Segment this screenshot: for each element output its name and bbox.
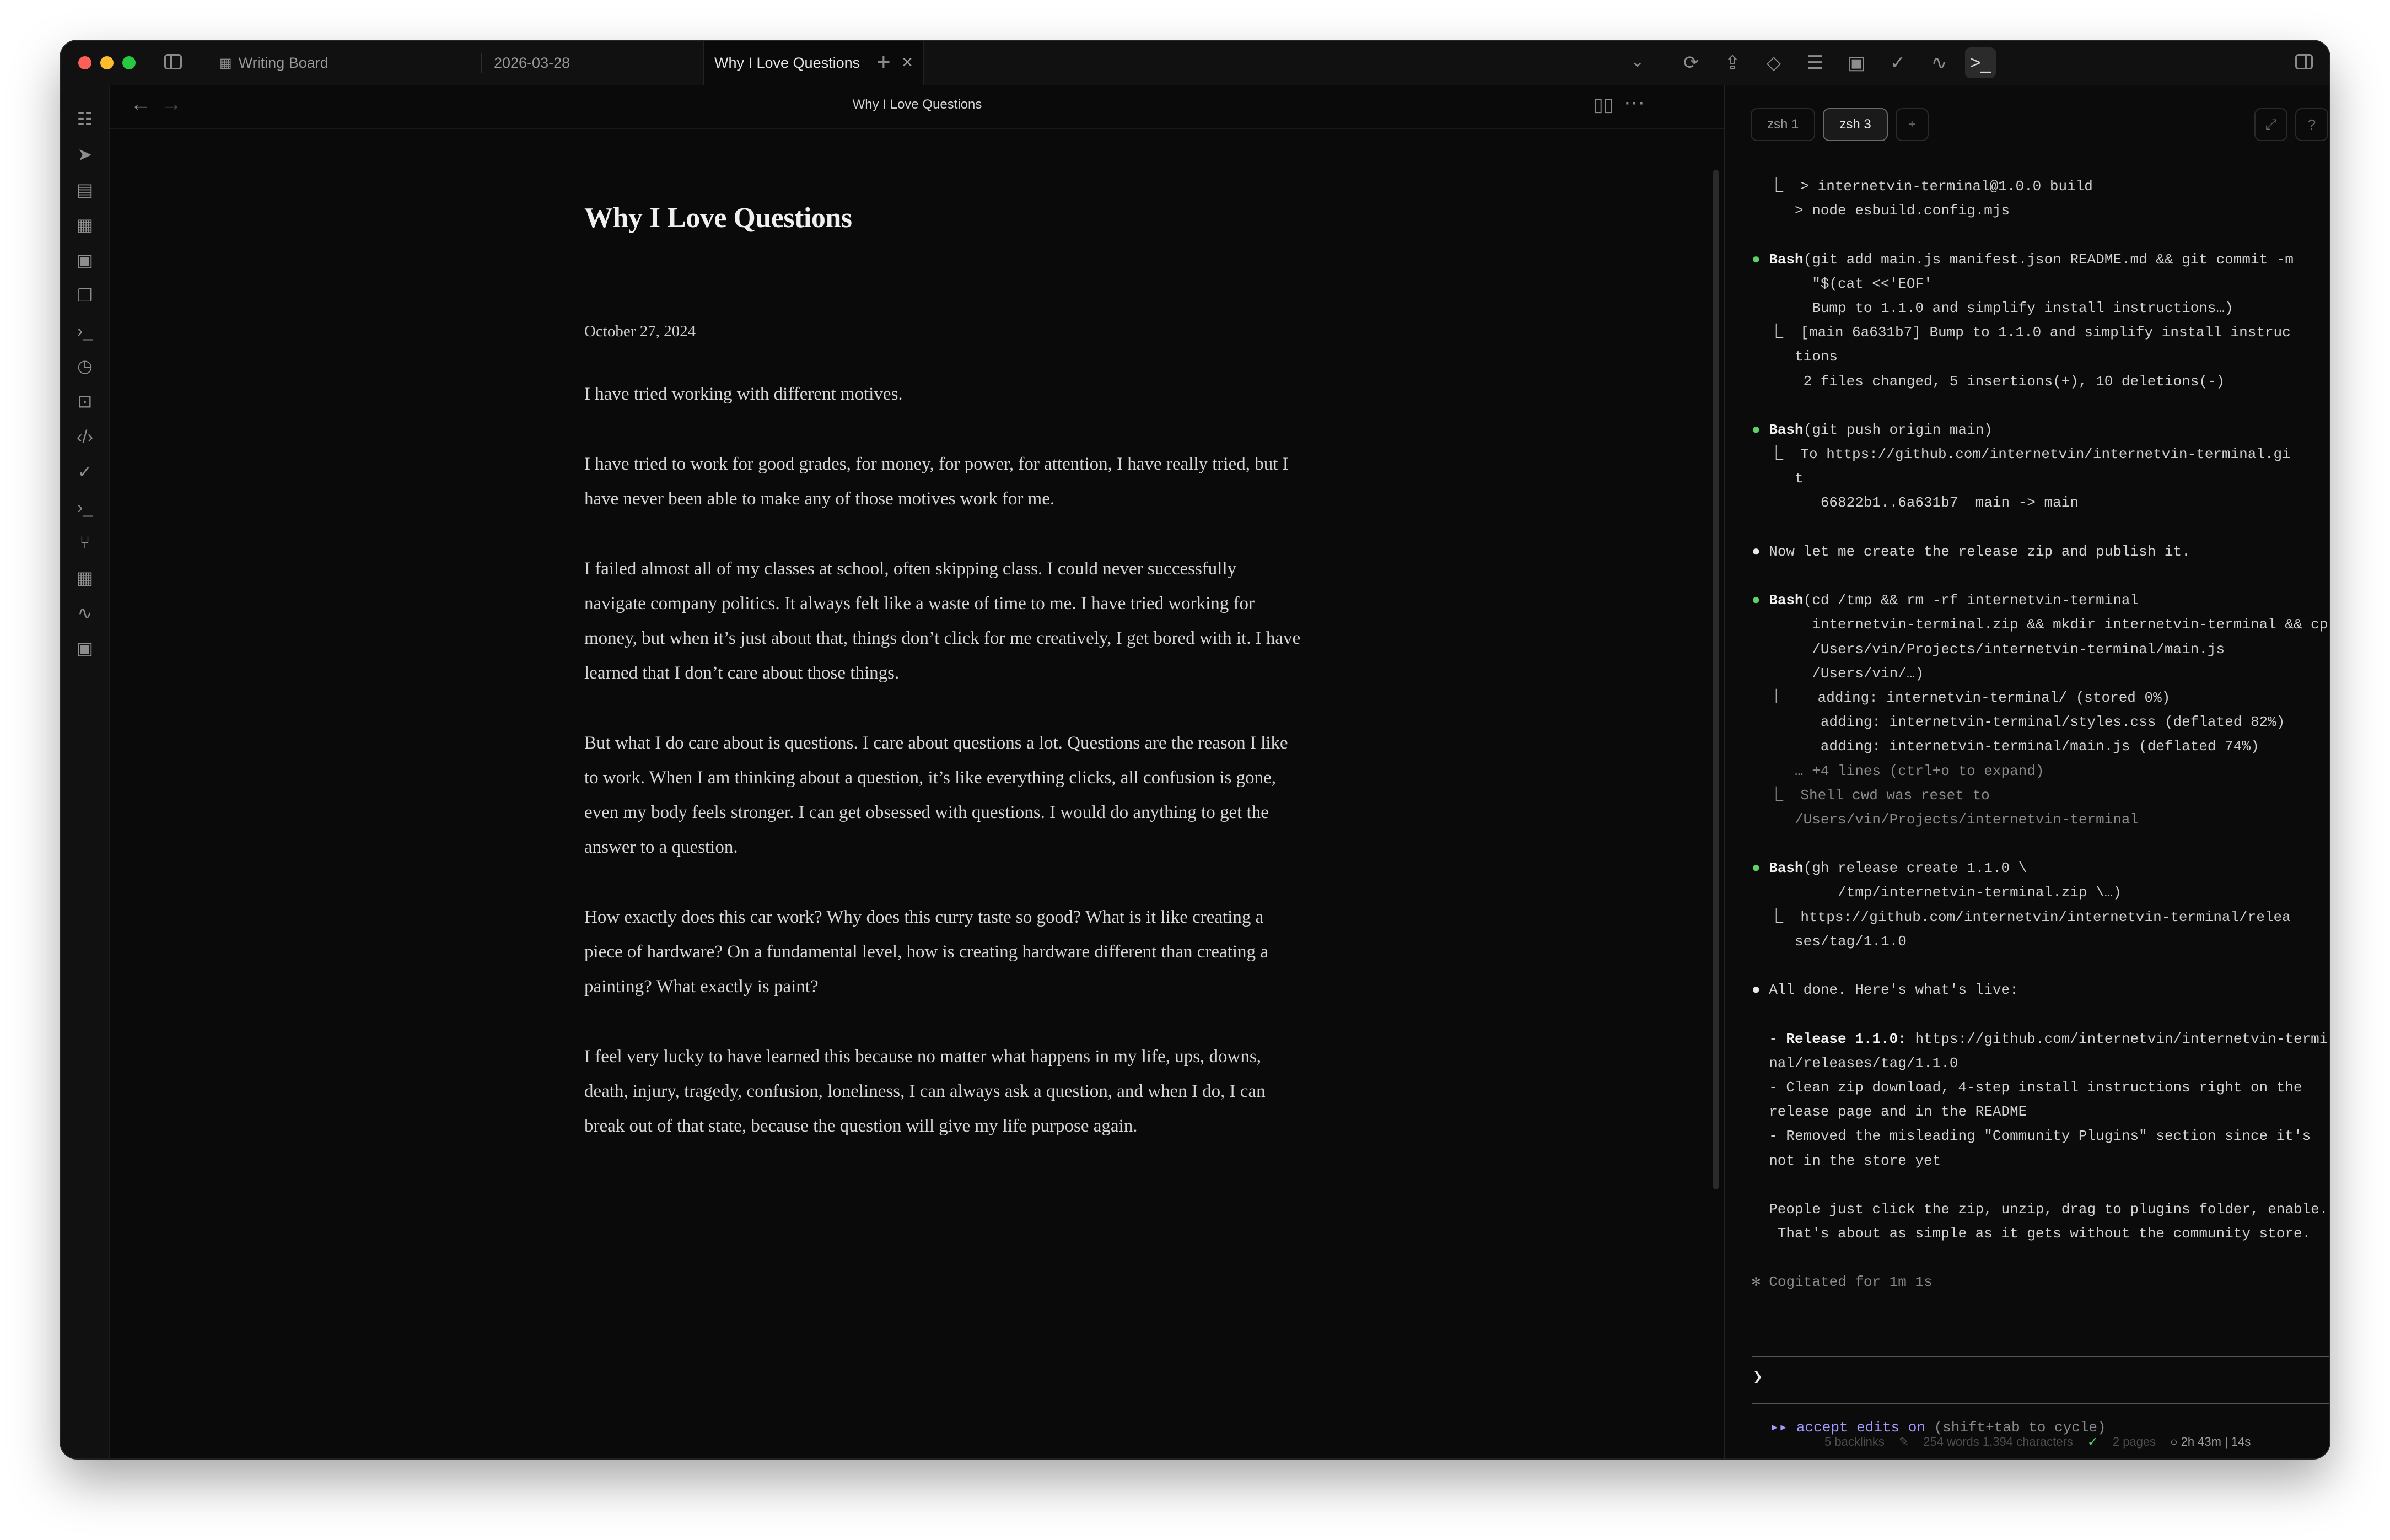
terminal-tabs — [1751, 108, 1936, 143]
terminal-line: ses/tag/1.1.0 — [1752, 933, 1907, 950]
terminal-line: /tmp/internetvin-terminal.zip \…) — [1752, 884, 2122, 901]
terminal-line: > node esbuild.config.mjs — [1752, 202, 2010, 219]
terminal-line: t — [1752, 470, 1804, 487]
terminal-line: nal/releases/tag/1.1.0 — [1752, 1054, 1958, 1071]
terminal-line: adding: internetvin-terminal/main.js (deflated 74%) — [1752, 738, 2259, 755]
paragraph: How exactly does this car work? Why does this curry taste so good? What is it like creating a piece of hardware? On a fundamental level, how is creating hardware different than creating a painting? What exactly is paint? — [584, 907, 1268, 997]
help-button[interactable]: ? — [2295, 108, 2328, 141]
terminal-line: ● Bash(gh release create 1.1.0 \ — [1752, 860, 2027, 877]
terminal-line: ⎿ To https://github.com/internetvin/internetvin-terminal.gi — [1752, 446, 2291, 463]
timer-value: 2h 43m | 14s — [2181, 1435, 2251, 1449]
image-icon[interactable]: ⊡ — [77, 391, 93, 411]
terminal-output[interactable] — [1752, 174, 2328, 1295]
view-title[interactable]: Why I Love Questions — [852, 97, 982, 112]
check-circle-icon[interactable]: ✓ — [1890, 52, 1906, 73]
terminal-pane — [1725, 85, 2329, 1458]
prompt-border-top — [1752, 1356, 2329, 1357]
editor-scrollbar[interactable] — [1713, 170, 1719, 1189]
terminal-line: /Users/vin/Projects/internetvin-terminal — [1752, 811, 2139, 828]
terminal-icon[interactable]: ›_ — [77, 497, 93, 517]
terminal-line: not in the store yet — [1752, 1152, 1941, 1169]
terminal-line: release page and in the README — [1752, 1103, 2027, 1121]
terminal-line: internetvin-terminal.zip && mkdir internetvin-terminal && cp — [1752, 616, 2328, 633]
terminal-line: ● Bash(git push origin main) — [1752, 421, 1993, 438]
terminal-tab-zsh-3[interactable]: zsh 3 — [1823, 108, 1887, 141]
terminal-line: /Users/vin/Projects/internetvin-terminal/main.js — [1752, 640, 2225, 658]
paragraph: I failed almost all of my classes at school, often skipping class. I could never successfully navigate company politics. It always felt like a waste of time to me. I have tried working for money, but when it’s just about that, things don’t click for me creatively, I get bored with it. I have learned that I don’t care about those things. — [584, 559, 1301, 683]
grid-icon[interactable]: ▦ — [76, 215, 94, 235]
sync-icon[interactable]: ⟳ — [1683, 52, 1699, 73]
terminal-line: - Removed the misleading "Community Plugins" section since it's — [1752, 1128, 2311, 1145]
forward-arrow-icon[interactable]: → — [161, 93, 182, 116]
app-window — [61, 41, 2329, 1458]
tab-why-i-love-questions[interactable] — [703, 41, 924, 85]
more-options-icon[interactable]: ⋯ — [1624, 91, 1645, 115]
terminal-tab-zsh-1[interactable]: zsh 1 — [1751, 108, 1815, 141]
terminal-line — [1752, 954, 2319, 978]
grid-icon: ▦ — [219, 55, 232, 71]
calendar-icon[interactable]: ▣ — [1847, 52, 1866, 73]
terminal-line: ● Bash(cd /tmp && rm -rf internetvin-terminal — [1752, 592, 2139, 609]
activity-icon[interactable]: ∿ — [77, 603, 93, 623]
paragraph: I feel very lucky to have learned this because no matter what happens in my life, ups, downs, death, injury, tragedy, confusion, loneliness, I can always ask a question, and when I do, I can break out of that state, because the question will give my life purpose again. — [584, 1047, 1266, 1136]
sync-status-icon[interactable]: ✓ — [2087, 1434, 2098, 1450]
page-count: 2 pages — [2112, 1435, 2156, 1449]
tab-label: Writing Board — [238, 54, 329, 71]
terminal-line: ● Now let me create the release zip and publish it. — [1752, 543, 2190, 560]
terminal-line — [1752, 515, 2319, 540]
terminal-line — [1752, 1173, 2319, 1197]
terminal-line: - Release 1.1.0: https://github.com/internetvin/internetvin-termi — [1752, 1030, 2328, 1047]
terminal-line — [1752, 394, 2319, 418]
calendar-icon[interactable]: ▣ — [76, 250, 94, 270]
expand-icon[interactable]: ⤢ — [2254, 108, 2287, 141]
code-icon[interactable]: ‹/› — [76, 426, 94, 446]
terminal-line: ⎿ [main 6a631b7] Bump to 1.1.0 and simplify install instruc — [1752, 324, 2291, 341]
check-circle-icon[interactable]: ✓ — [77, 462, 93, 482]
pencil-icon[interactable]: ✎ — [1898, 1435, 1909, 1449]
tag-icon[interactable]: ◇ — [1766, 52, 1781, 73]
close-window-button[interactable] — [78, 56, 91, 69]
grid-icon[interactable]: ▦ — [76, 568, 94, 588]
terminal-line — [1752, 564, 2319, 588]
document[interactable] — [584, 202, 1301, 1144]
paragraph: I have tried working with different motives. — [584, 384, 903, 404]
tab-separator — [481, 53, 482, 73]
terminal-line: - Clean zip download, 4-step install instructions right on the — [1752, 1079, 2302, 1096]
title-bar — [61, 41, 2329, 86]
publish-icon[interactable]: ⇪ — [1724, 52, 1741, 73]
list-icon[interactable]: ☰ — [1806, 52, 1824, 73]
terminal-line: adding: internetvin-terminal/styles.css (deflated 82%) — [1752, 714, 2285, 731]
terminal-line: Bump to 1.1.0 and simplify install instructions…) — [1752, 299, 2233, 316]
minimize-window-button[interactable] — [100, 56, 114, 69]
tab-writing-board[interactable] — [209, 41, 474, 85]
terminal-line: 2 files changed, 5 insertions(+), 10 deletions(-) — [1752, 373, 2225, 390]
editor-header — [110, 85, 1724, 129]
left-ribbon — [61, 85, 110, 1458]
back-arrow-icon[interactable]: ← — [130, 93, 151, 116]
activity-icon[interactable]: ∿ — [1931, 52, 1947, 73]
document-date: October 27, 2024 — [584, 322, 696, 340]
accept-edits-arrows: ▸▸ — [1770, 1419, 1788, 1436]
terminal-icon[interactable]: >_ — [1965, 47, 1996, 78]
terminal-line: ⎿ Shell cwd was reset to — [1752, 787, 1990, 804]
tab-list-chevron-icon[interactable]: ⌄ — [1630, 52, 1645, 71]
tab-daily-note[interactable] — [483, 41, 703, 85]
terminal-line: … +4 lines (ctrl+o to expand) — [1752, 762, 2044, 779]
terminal-line — [1752, 1246, 2319, 1270]
terminal-line — [1752, 223, 2319, 247]
paragraph: I have tried to work for good grades, for money, for power, for attention, I have really tried, but I have never been able to make any of those motives work for me. — [584, 454, 1289, 509]
tab-label: Why I Love Questions — [714, 54, 860, 71]
send-icon[interactable]: ➤ — [77, 144, 93, 164]
dashboard-icon[interactable]: ☷ — [77, 109, 93, 129]
new-tab-button[interactable]: + — [876, 49, 891, 76]
terminal-icon[interactable]: ›_ — [77, 320, 93, 341]
paragraph: But what I do care about is questions. I care about questions a lot. Questions are the reason I like to work. When I am thinking about a question, it’s like everything clicks, all confusion is gone, even my body feels stronger. I can get obsessed with questions. I would do anything to get the answer to a question. — [584, 733, 1288, 857]
git-branch-icon[interactable]: ⑂ — [79, 532, 90, 552]
terminal-line: That's about as simple as it gets without the community store. — [1752, 1225, 2311, 1242]
terminal-line: /Users/vin/…) — [1752, 665, 1924, 682]
prompt-border-bottom — [1752, 1403, 2329, 1404]
copy-icon[interactable]: ❐ — [77, 286, 93, 305]
new-terminal-button[interactable]: + — [1896, 108, 1929, 141]
left-sidebar-toggle-icon[interactable] — [164, 54, 182, 69]
terminal-line: ⎿ > internetvin-terminal@1.0.0 build — [1752, 178, 2093, 195]
document-title: Why I Love Questions — [584, 202, 852, 234]
terminal-line: tions — [1752, 348, 1838, 365]
backlinks-count[interactable]: 5 backlinks — [1824, 1435, 1885, 1449]
terminal-line: ● Bash(git add main.js manifest.json README.md && git commit -m — [1752, 251, 2294, 268]
status-bar — [1824, 1430, 2279, 1454]
timer-icon[interactable]: ◷ — [77, 356, 93, 376]
terminal-line: ⎿ https://github.com/internetvin/internetvin-terminal/relea — [1752, 908, 2291, 925]
reading-mode-icon[interactable]: ▯▯ — [1593, 94, 1614, 115]
accept-edits-hint: (shift+tab to cycle) — [1934, 1419, 2106, 1436]
maximize-window-button[interactable] — [122, 56, 136, 69]
calendar-plus-icon[interactable]: ▣ — [76, 638, 94, 658]
terminal-line: ● All done. Here's what's live: — [1752, 982, 2018, 999]
tab-label: 2026-03-28 — [494, 54, 570, 71]
prompt-input[interactable]: ❯ — [1753, 1369, 1763, 1387]
close-tab-icon[interactable]: × — [902, 52, 913, 73]
terminal-line — [1752, 1002, 2319, 1026]
right-toolbar — [1676, 41, 2006, 85]
terminal-line: People just click the zip, unzip, drag to plugins folder, enable. — [1752, 1200, 2328, 1218]
terminal-line: 66822b1..6a631b7 main -> main — [1752, 494, 2079, 511]
editor-pane — [110, 85, 1724, 1458]
accept-edits-label: accept edits on — [1796, 1419, 1925, 1436]
terminal-line: ✻ Cogitated for 1m 1s — [1752, 1274, 1933, 1291]
word-count: 254 words 1,394 characters — [1923, 1435, 2073, 1449]
terminal-line: ⎿ adding: internetvin-terminal/ (stored 0%) — [1752, 689, 2171, 706]
terminal-line: "$(cat <<'EOF' — [1752, 275, 1933, 292]
right-sidebar-toggle-icon[interactable] — [2295, 54, 2313, 69]
file-icon[interactable]: ▤ — [76, 180, 94, 200]
terminal-line — [1752, 832, 2319, 856]
timer: ○ 2h 43m | 14s — [2170, 1435, 2251, 1449]
